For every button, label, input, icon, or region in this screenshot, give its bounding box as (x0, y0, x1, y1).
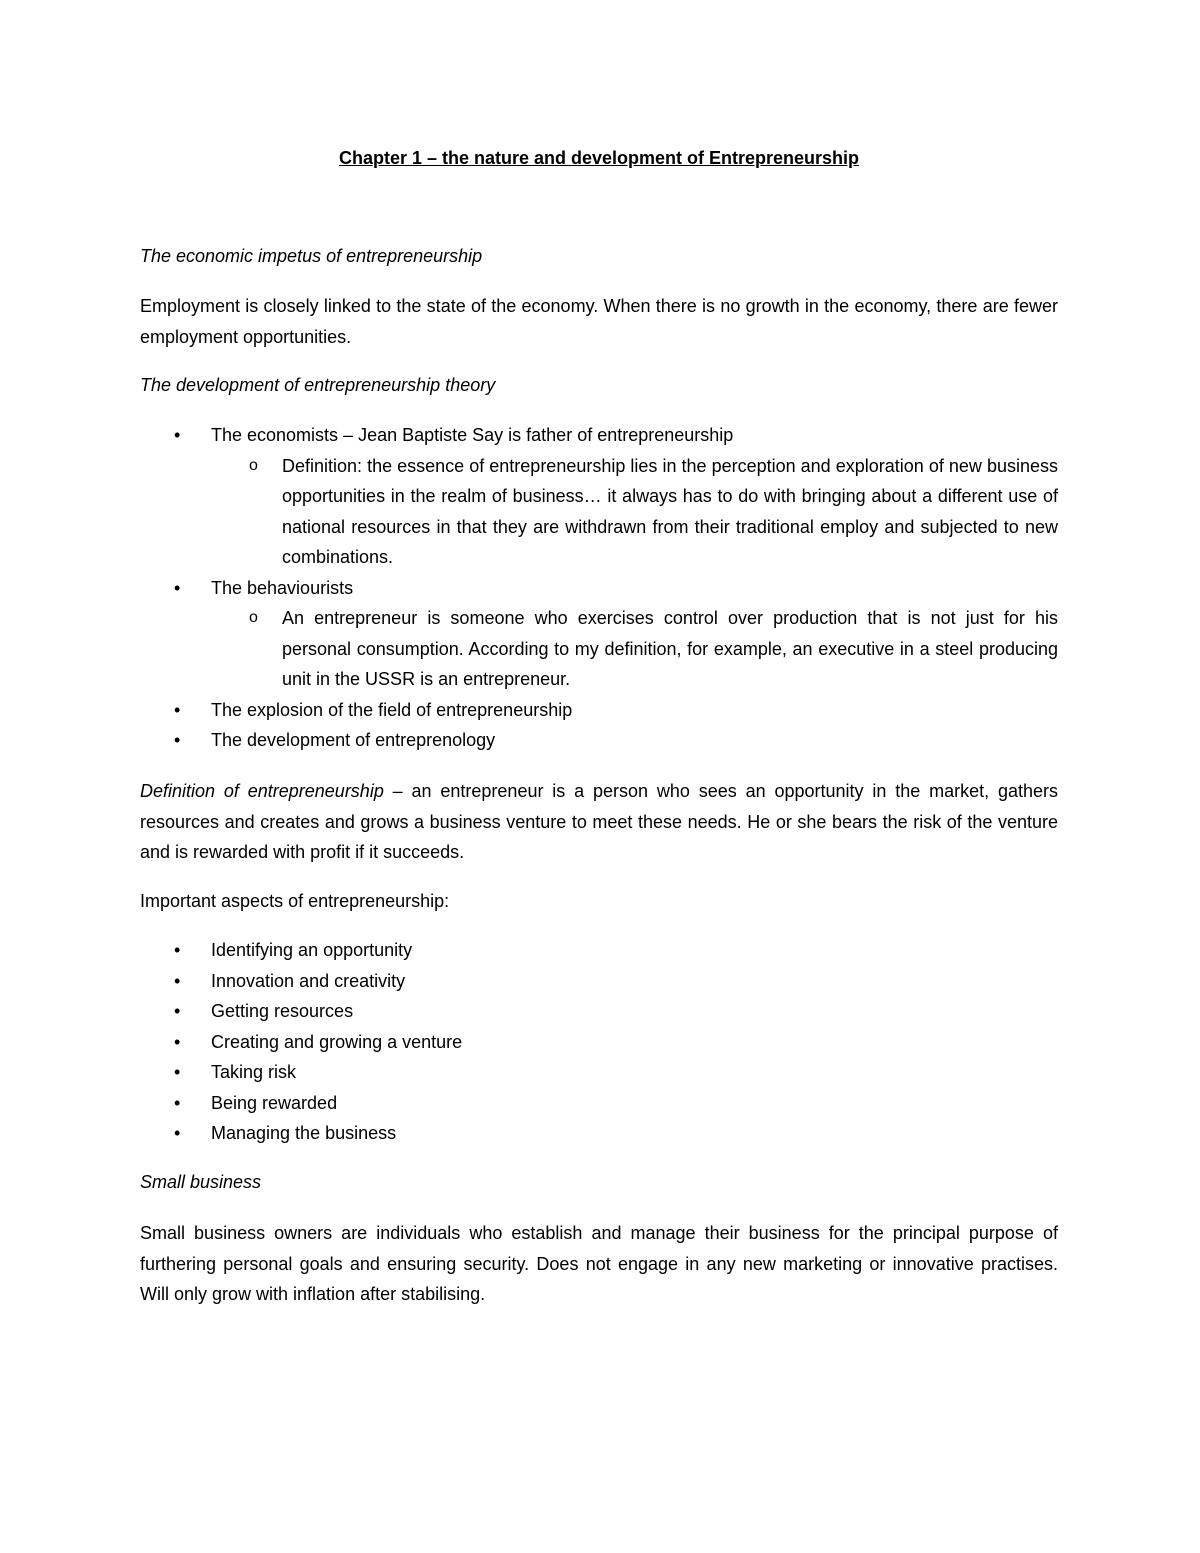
list-item (140, 966, 1058, 997)
list-item (140, 695, 1058, 726)
bullet-icon: • (174, 1123, 181, 1143)
bullet-icon: • (174, 425, 181, 445)
list-item-label: Identifying an opportunity (211, 940, 413, 960)
definition-text: – an entrepreneur is a person who sees an opportunity in the market, gathers resources and creates and grows a business venture to meet these needs. He or she bears the risk of the venture and is rewarded with profit if it succeeds. (140, 781, 1058, 862)
paragraph-employment: Employment is closely linked to the state of the economy. When there is no growth in the economy, there are fewer employment opportunities. (140, 296, 1058, 347)
sub-list-item-text: An entrepreneur is someone who exercises control over production that is not just for his personal consumption. According to my definition, for example, an executive in a steel producing unit in the USSR is an entrepreneur. (282, 608, 1058, 689)
paragraph-definition (140, 776, 1058, 868)
bullet-icon: • (174, 1092, 181, 1113)
list-item (140, 420, 1058, 573)
circle-bullet-icon: o (249, 456, 258, 474)
paragraph-small-business: Small business owners are individuals who establish and manage their business for the principal purpose of furthering personal goals and ensuring security. Does not engage in any new marketing or innovative practises. Will only grow with inflation after stabilising. (140, 1223, 1058, 1304)
aspects-list (140, 935, 1058, 1149)
bullet-icon: • (174, 970, 181, 991)
bullet-icon: • (174, 730, 181, 750)
list-item-label: The behaviourists (211, 577, 354, 598)
section-heading-economic-impetus: The economic impetus of entrepreneurship (140, 246, 483, 266)
bullet-icon: • (174, 1062, 181, 1082)
list-item (140, 1057, 1058, 1088)
bullet-icon: • (174, 577, 181, 598)
list-item-label: The economists – Jean Baptiste Say is father of entrepreneurship (211, 425, 734, 445)
aspects-intro: Important aspects of entrepreneurship: (140, 891, 450, 911)
section-heading-small-business: Small business (140, 1172, 262, 1192)
list-item-label: The development of entreprenology (211, 730, 496, 750)
list-item-label: The explosion of the field of entrepreneurship (211, 699, 573, 720)
sub-list (211, 603, 1058, 695)
sub-list-item-text: Definition: the essence of entrepreneurship lies in the perception and exploration of new business opportunities in the realm of business… it always has to do with bringing about a different use of national resources in that they are withdrawn from their traditional employ and subjected to new combinations. (282, 455, 1058, 567)
list-item (140, 1118, 1058, 1149)
list-item (140, 573, 1058, 695)
circle-bullet-icon: o (249, 609, 258, 626)
bullet-icon: • (174, 699, 181, 720)
list-item-label: Taking risk (211, 1062, 297, 1082)
list-item (140, 935, 1058, 966)
list-item-label: Creating and growing a venture (211, 1031, 463, 1052)
sub-list-item (140, 451, 1058, 573)
bullet-icon: • (174, 1001, 181, 1021)
bullet-icon: • (174, 940, 181, 960)
list-item-label: Managing the business (211, 1123, 397, 1143)
list-item (140, 1027, 1058, 1058)
theory-list (140, 420, 1058, 756)
definition-term: Definition of entrepreneurship (140, 781, 384, 801)
bullet-icon: • (174, 1031, 181, 1052)
list-item (140, 725, 1058, 756)
list-item (140, 1088, 1058, 1119)
page-title: Chapter 1 – the nature and development of Entrepreneurship (338, 148, 860, 168)
sub-list-item (140, 603, 1058, 695)
list-item-label: Being rewarded (211, 1092, 338, 1113)
list-item (140, 996, 1058, 1027)
list-item-label: Innovation and creativity (211, 970, 406, 991)
section-heading-theory: The development of entrepreneurship theory (140, 375, 496, 395)
sub-list (211, 451, 1058, 573)
list-item-label: Getting resources (211, 1001, 354, 1021)
